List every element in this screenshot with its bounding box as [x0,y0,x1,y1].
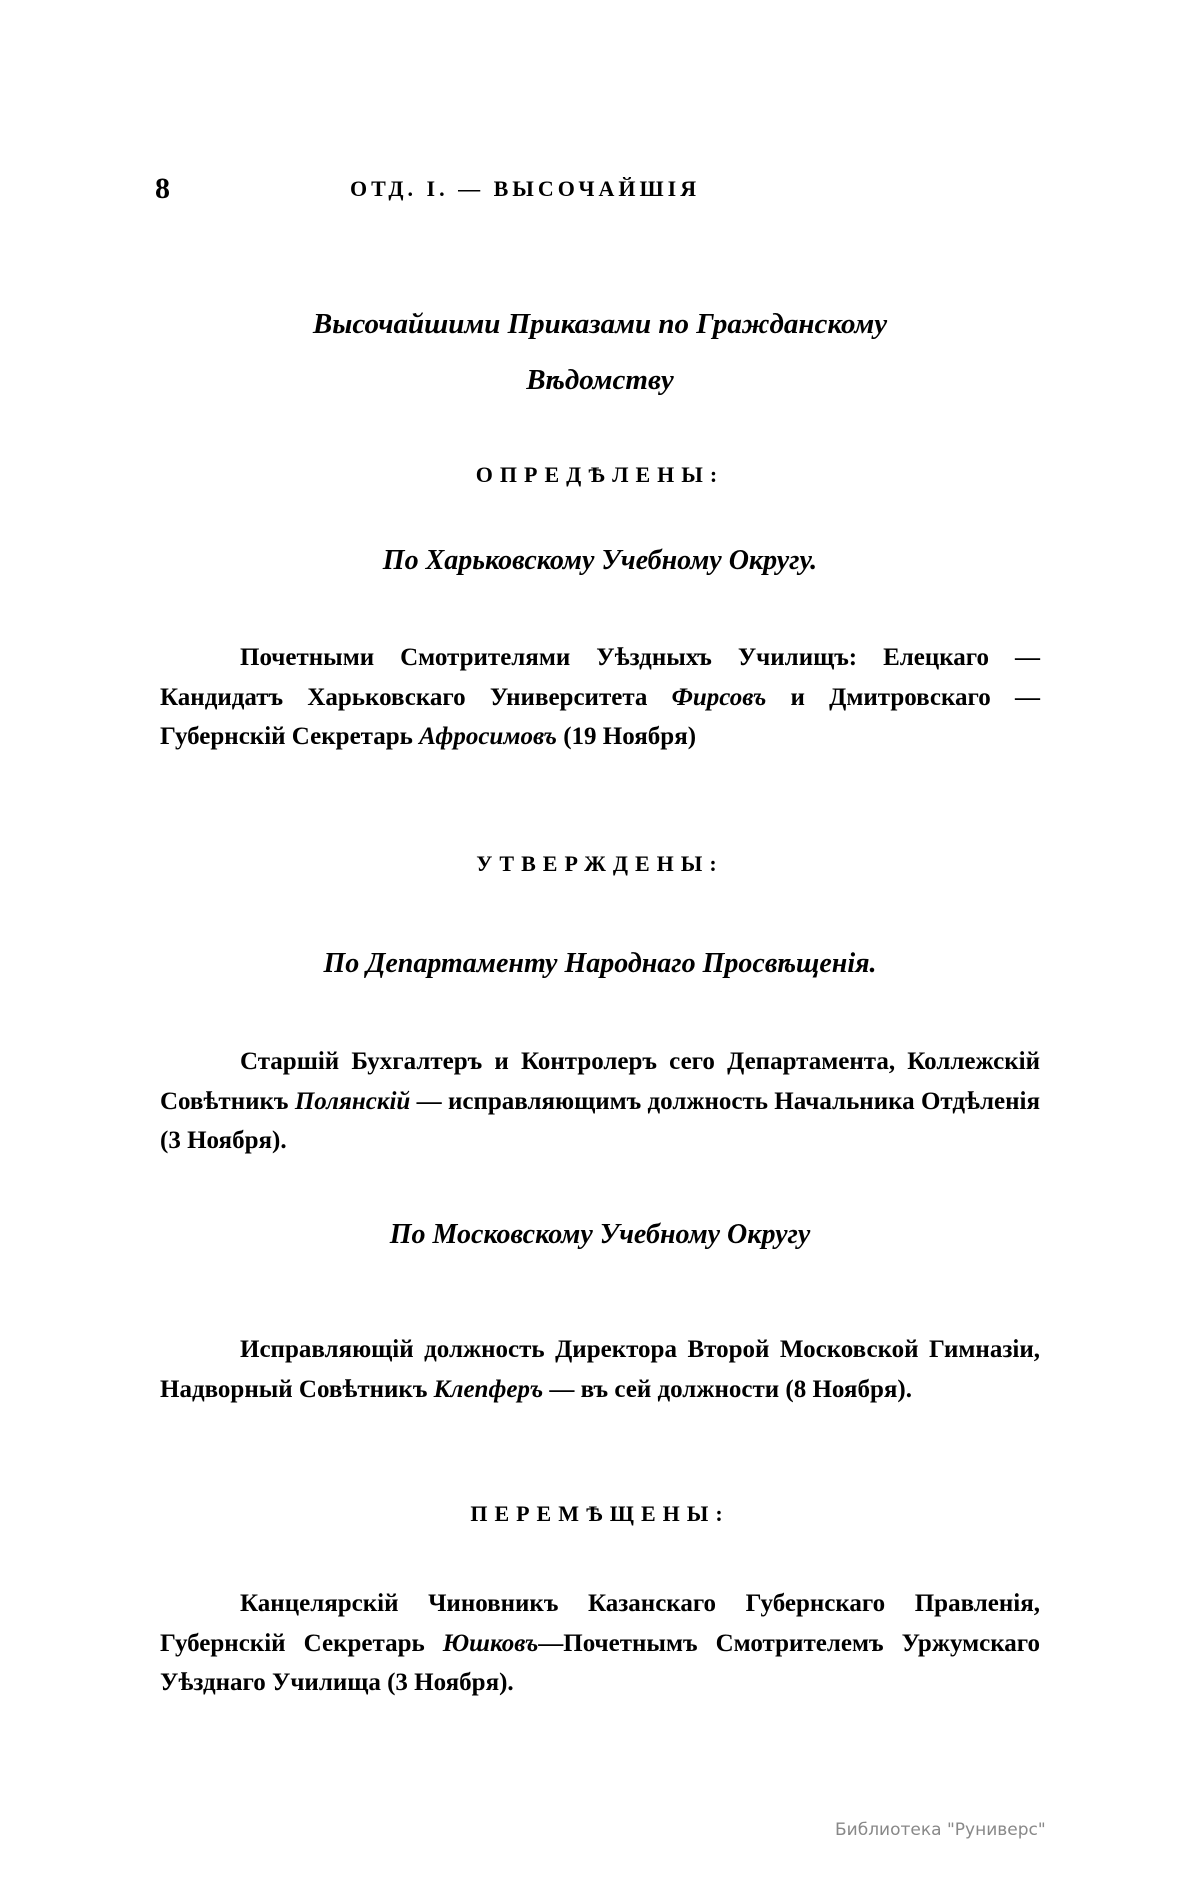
text: —Почетнымъ Смотрителемъ Уржумскаго Уѣзднаго Училища (3 Ноября). [160,1629,1040,1696]
subheading-kharkov: По Харьковскому Учебному Округу. [382,545,818,576]
section-heading-transferred: ПЕРЕМѢЩЕНЫ: [470,1501,730,1526]
library-watermark: Библиотека "Руниверс" [835,1820,1046,1840]
text: Исправляющій должность Директора Второй Московской Гимназіи, Надворный Совѣтникъ [160,1336,1040,1403]
section-heading-appointed: ОПРЕДѢЛЕНЫ: [475,462,725,487]
text: — исправляющимъ должность Начальника Отдѣленія (3 Ноября). [160,1087,1040,1154]
text: — въ сей должности (8 Ноября). [543,1375,912,1403]
text: Канцелярскій Чиновникъ Казанскаго Губернскаго Правленія, Губернскій Секретарь [160,1590,1040,1657]
person-name: Клепферъ [433,1375,544,1403]
section-heading-confirmed: УТВЕРЖДЕНЫ: [476,851,724,876]
running-head: ОТД. I. — ВЫСОЧАЙШІЯ [350,176,701,201]
text: (19 Ноября) [556,723,697,750]
paragraph-transferred [160,1584,1040,1703]
text: Старшій Бухгалтеръ и Контролеръ сего Департамента, Коллежскій Совѣтникъ [160,1048,1040,1115]
subheading-department: По Департаменту Народнаго Просвѣщенія. [323,948,877,979]
subheading-moscow: По Московскому Учебному Округу [389,1219,811,1250]
person-name: Полянскій [294,1087,411,1115]
paragraph-confirmed-1 [160,1042,1040,1161]
document-title-line2: Вѣдомству [526,364,674,396]
text: Почетными Смотрителями Уѣздныхъ Училищъ: Елецкаго — Кандидатъ Харьковскаго Университета [160,644,1040,711]
paragraph-confirmed-2 [160,1330,1040,1409]
document-title-line1: Высочайшими Приказами по Гражданскому [312,308,888,340]
person-name: Афросимовъ [419,723,557,750]
person-name: Фирсовъ [671,683,767,711]
page-number: 8 [155,172,170,205]
paragraph-appointed [160,638,1040,757]
text: и Дмитровскаго — Губернскій Секретарь [160,683,1040,750]
person-name: Юшковъ [442,1629,539,1657]
